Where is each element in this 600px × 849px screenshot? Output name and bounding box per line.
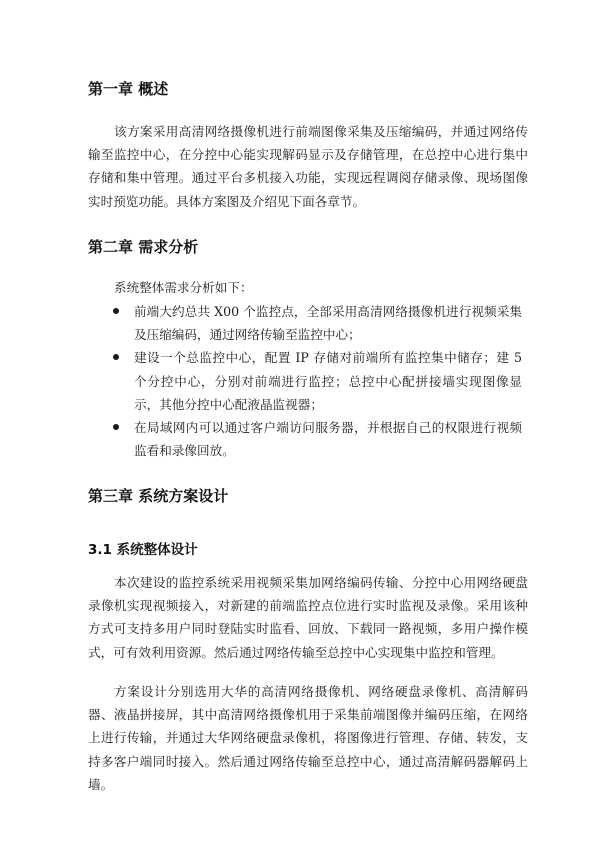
chapter-1-paragraph: 该方案采用高清网络摄像机进行前端图像采集及压缩编码，并通过网络传输至监控中心，在分控中心能实现解码显示及存储管理，在总控中心进行集中存储和集中管理。通过平台多机接入功能，实现远程调阅存储录像、现场图像实时预览功能。具体方案图及介绍见下面各章节。: [88, 124, 528, 209]
chapter-2-title: 第二章 需求分析: [88, 238, 199, 256]
requirements-list: [110, 300, 522, 462]
list-item-text: 前端大约总共 X00 个监控点，全部采用高清网络摄像机进行视频采集及压缩编码，通过网络传输至监控中心；: [134, 304, 522, 343]
list-item: [110, 300, 522, 346]
section-3-1-title: 3.1 系统整体设计: [88, 542, 198, 558]
list-item-text: 在局域网内可以通过客户端访问服务器，并根据自己的权限进行视频监看和录像回放。: [134, 420, 522, 459]
list-item-text: 建设一个总监控中心，配置 IP 存储对前端所有监控集中储存；建 5 个分控中心，分别对前端进行监控；总控中心配拼接墙实现图像显示，其他分控中心配液晶监视器；: [134, 350, 522, 412]
chapter-3-title: 第三章 系统方案设计: [88, 487, 229, 505]
section-3-1-paragraph-1: 本次建设的监控系统采用视频采集加网络编码传输、分控中心用网络硬盘录像机实现视频接入，对新建的前端监控点位进行实时监视及录像。采用该种方式可支持多用户同时登陆实时监看、回放、下载同一路视频，多用户操作模式，可有效利用资源。然后通过网络传输至总控中心实现集中监控和管理。: [88, 575, 528, 660]
bullet-icon: [113, 424, 119, 430]
chapter-1-title: 第一章 概述: [88, 80, 169, 98]
section-3-1-paragraph-2: 方案设计分别选用大华的高清网络摄像机、网络硬盘录像机、高清解码器、液晶拼接屏，其中高清网络摄像机用于采集前端图像并编码压缩，在网络上进行传输，并通过大华网络硬盘录像机，将图像进行管理、存储、转发，支持多客户端同时接入。然后通过网络传输至总控中心，通过高清解码器解码上墙。: [88, 684, 528, 792]
chapter-2-intro: 系统整体需求分析如下：: [114, 280, 253, 295]
list-item: [110, 416, 522, 462]
bullet-icon: [113, 354, 119, 360]
list-item: [110, 346, 522, 416]
bullet-icon: [113, 308, 119, 314]
